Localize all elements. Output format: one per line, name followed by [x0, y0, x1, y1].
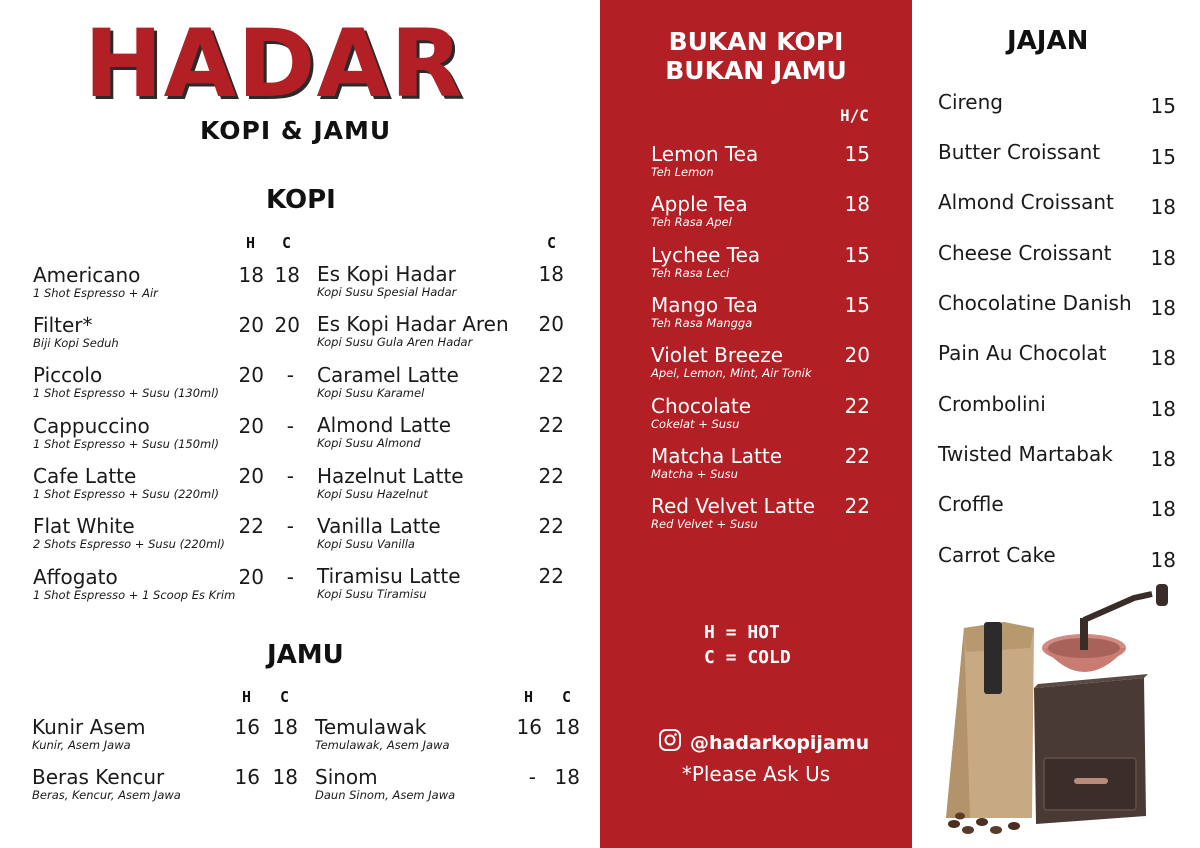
item-desc: Kopi Susu Almond [317, 436, 421, 450]
price-hot: 16 [234, 765, 260, 789]
instagram-handle [658, 728, 869, 757]
kopi-right-cold-header: C [547, 234, 557, 252]
item-desc: Red Velvet + Susu [651, 517, 758, 531]
menu-item-red-velvet-latte [651, 495, 815, 531]
price: 18 [1150, 548, 1176, 572]
item-desc: 1 Shot Espresso + Susu (150ml) [33, 437, 219, 451]
menu-item-vanilla-latte [317, 515, 441, 551]
price-hot: 20 [238, 414, 264, 438]
item-desc: 1 Shot Espresso + Susu (130ml) [33, 386, 219, 400]
price-cold: 18 [272, 765, 298, 789]
menu-item-hazelnut-latte [317, 465, 464, 501]
jamu-section-title: JAMU [267, 640, 344, 670]
price-cold: 18 [274, 263, 300, 287]
price: 18 [1150, 246, 1176, 270]
item-name: Es Kopi Hadar Aren [317, 312, 509, 336]
item-name: Twisted Martabak [938, 442, 1113, 466]
menu-item-temulawak [315, 716, 450, 752]
menu-item-cheese-croissant [938, 242, 1112, 264]
item-desc: Kopi Susu Hazelnut [317, 487, 428, 501]
jamu-right-hot-header: H [524, 688, 534, 706]
menu-item-cafe-latte [33, 465, 219, 501]
panel-title-line2: BUKAN JAMU [665, 56, 847, 85]
item-desc: Kopi Susu Spesial Hadar [317, 285, 457, 299]
menu-item-cappuccino [33, 415, 219, 451]
item-desc: Kopi Susu Karamel [317, 386, 425, 400]
menu-item-flat-white [33, 515, 225, 551]
menu-item-carrot-cake [938, 544, 1056, 566]
item-desc: Kunir, Asem Jawa [32, 738, 131, 752]
menu-item-butter-croissant [938, 141, 1100, 163]
item-name: Cheese Croissant [938, 241, 1112, 265]
item-name: Vanilla Latte [317, 514, 441, 538]
item-desc: Teh Lemon [651, 165, 714, 179]
brand-logo: HADAR [84, 10, 464, 119]
kopi-section-title: KOPI [266, 185, 336, 215]
item-name: Carrot Cake [938, 543, 1056, 567]
price: 18 [1150, 397, 1176, 421]
instagram-icon [658, 728, 682, 757]
menu-item-twisted-martabak [938, 443, 1113, 465]
menu-item-mango-tea [651, 294, 758, 330]
panel-hc-header: H/C [840, 106, 869, 125]
item-name: Croffle [938, 492, 1004, 516]
item-name: Crombolini [938, 392, 1046, 416]
brand-subtitle: KOPI & JAMU [200, 116, 392, 145]
price-hot: 20 [238, 464, 264, 488]
price: 18 [1150, 296, 1176, 320]
item-name: Tiramisu Latte [317, 564, 461, 588]
price-cold: 22 [538, 564, 564, 588]
menu-item-croffle [938, 493, 1004, 515]
menu-item-chocolate [651, 395, 751, 431]
price-cold: 18 [554, 715, 580, 739]
item-name: Cappuccino [33, 414, 150, 438]
item-name: Hazelnut Latte [317, 464, 464, 488]
item-name: Violet Breeze [651, 343, 784, 367]
item-name: Almond Croissant [938, 190, 1114, 214]
menu-item-caramel-latte [317, 364, 459, 400]
menu-item-matcha-latte [651, 445, 782, 481]
price: 15 [1150, 94, 1176, 118]
item-name: Temulawak [315, 715, 427, 739]
item-name: Cafe Latte [33, 464, 137, 488]
item-desc: Cokelat + Susu [651, 417, 740, 431]
item-name: Matcha Latte [651, 444, 783, 468]
item-desc: Biji Kopi Seduh [33, 336, 119, 350]
item-name: Americano [33, 263, 141, 287]
price: 22 [844, 394, 870, 418]
menu-item-crombolini [938, 393, 1046, 415]
menu-item-beras-kencur [32, 766, 181, 802]
menu-item-americano [33, 264, 158, 300]
price: 22 [844, 494, 870, 518]
kopi-hot-header: H [246, 234, 256, 252]
item-name: Cireng [938, 90, 1003, 114]
jamu-cold-header: C [280, 688, 290, 706]
menu-item-almond-latte [317, 414, 451, 450]
item-desc: Temulawak, Asem Jawa [315, 738, 450, 752]
item-name: Mango Tea [651, 293, 758, 317]
item-name: Caramel Latte [317, 363, 459, 387]
please-ask-note: *Please Ask Us [681, 762, 831, 786]
price-cold: 22 [538, 514, 564, 538]
item-name: Lychee Tea [651, 243, 761, 267]
menu-item-es-kopi-hadar [317, 263, 456, 299]
item-desc: Beras, Kencur, Asem Jawa [32, 788, 181, 802]
price: 18 [844, 192, 870, 216]
item-desc: Daun Sinom, Asem Jawa [315, 788, 456, 802]
menu-item-violet-breeze [651, 344, 812, 380]
instagram-handle-text: @hadarkopijamu [690, 731, 870, 754]
price-cold: - [286, 414, 294, 438]
item-desc: 2 Shots Espresso + Susu (220ml) [33, 537, 225, 551]
item-desc: Matcha + Susu [651, 467, 738, 481]
price-cold: - [286, 514, 294, 538]
price-cold: - [286, 565, 294, 589]
item-name: Piccolo [33, 363, 103, 387]
price-cold: - [286, 363, 294, 387]
legend-cold: C = COLD [704, 647, 791, 668]
menu-item-apple-tea [651, 193, 748, 229]
jajan-section-title: JAJAN [1007, 26, 1089, 56]
item-desc: Kopi Susu Vanilla [317, 537, 415, 551]
item-name: Chocolatine Danish [938, 291, 1132, 315]
price-cold: 20 [538, 312, 564, 336]
jamu-right-cold-header: C [562, 688, 572, 706]
price: 15 [844, 293, 870, 317]
panel-title-line1: BUKAN KOPI [668, 27, 844, 56]
item-name: Kunir Asem [32, 715, 146, 739]
price-hot: 18 [238, 263, 264, 287]
menu-item-piccolo [33, 364, 219, 400]
price: 15 [1150, 145, 1176, 169]
item-name: Apple Tea [651, 192, 748, 216]
price-hot: 20 [238, 565, 264, 589]
price-hot: 16 [234, 715, 260, 739]
item-desc: 1 Shot Espresso + 1 Scoop Es Krim [33, 588, 236, 602]
kopi-cold-header: C [282, 234, 292, 252]
menu-item-cireng [938, 91, 1003, 113]
legend-hot: H = HOT [704, 622, 780, 643]
item-name: Red Velvet Latte [651, 494, 816, 518]
price-cold: 20 [274, 313, 300, 337]
menu-item-filter [33, 314, 119, 350]
price-cold: 18 [538, 262, 564, 286]
price-cold: 22 [538, 464, 564, 488]
item-name: Butter Croissant [938, 140, 1101, 164]
jamu-hot-header: H [242, 688, 252, 706]
menu-item-almond-croissant [938, 191, 1114, 213]
item-desc: 1 Shot Espresso + Air [33, 286, 158, 300]
price: 18 [1150, 447, 1176, 471]
item-name: Filter* [33, 313, 93, 337]
price-hot: 20 [238, 313, 264, 337]
menu-item-es-kopi-hadar-aren [317, 313, 509, 349]
item-desc: Teh Rasa Mangga [651, 316, 753, 330]
item-desc: Teh Rasa Apel [651, 215, 732, 229]
item-desc: Apel, Lemon, Mint, Air Tonik [651, 366, 812, 380]
menu-item-tiramisu-latte [317, 565, 461, 601]
price: 20 [844, 343, 870, 367]
item-desc: Kopi Susu Tiramisu [317, 587, 427, 601]
menu-item-kunir-asem [32, 716, 146, 752]
coffee-grinder-illustration [934, 578, 1196, 840]
item-name: Almond Latte [317, 413, 452, 437]
item-name: Flat White [33, 514, 135, 538]
menu-item-chocolatine-danish [938, 292, 1132, 314]
menu-item-lychee-tea [651, 244, 760, 280]
price-cold: 18 [272, 715, 298, 739]
menu-item-affogato [33, 566, 235, 602]
price-cold: - [286, 464, 294, 488]
price-hot: 20 [238, 363, 264, 387]
item-desc: Kopi Susu Gula Aren Hadar [317, 335, 473, 349]
price-hot: - [528, 765, 536, 789]
price-cold: 22 [538, 363, 564, 387]
item-name: Sinom [315, 765, 378, 789]
bukan-kopi-panel [600, 0, 912, 848]
item-name: Es Kopi Hadar [317, 262, 456, 286]
price: 18 [1150, 346, 1176, 370]
item-name: Beras Kencur [32, 765, 165, 789]
item-name: Lemon Tea [651, 142, 759, 166]
price: 15 [844, 243, 870, 267]
price: 22 [844, 444, 870, 468]
item-desc: 1 Shot Espresso + Susu (220ml) [33, 487, 219, 501]
price-hot: 22 [238, 514, 264, 538]
item-desc: Teh Rasa Leci [651, 266, 730, 280]
price-cold: 18 [554, 765, 580, 789]
price: 15 [844, 142, 870, 166]
menu-item-lemon-tea [651, 143, 758, 179]
price-cold: 22 [538, 413, 564, 437]
price-hot: 16 [516, 715, 542, 739]
item-name: Pain Au Chocolat [938, 341, 1107, 365]
price: 18 [1150, 195, 1176, 219]
menu-item-pain-au-chocolat [938, 342, 1107, 364]
item-name: Affogato [33, 565, 118, 589]
menu-item-sinom [315, 766, 455, 802]
item-name: Chocolate [651, 394, 752, 418]
price: 18 [1150, 497, 1176, 521]
